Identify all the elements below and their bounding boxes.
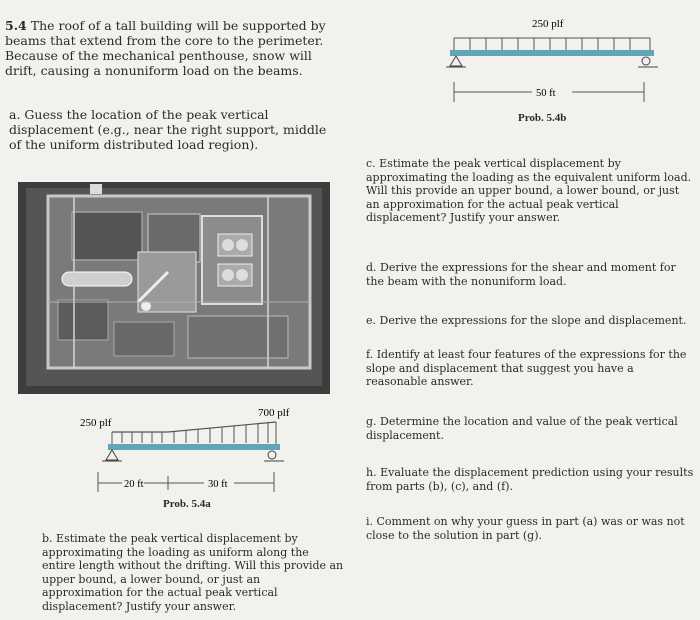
fig-a-dim-right: 30 ft xyxy=(208,479,228,490)
fig-a-beam xyxy=(108,444,280,450)
part-g-text: Determine the location and value of the peak vertical displacement. xyxy=(366,415,678,442)
part-d-text: Derive the expressions for the shear and moment for the beam with the nonuniform load. xyxy=(366,261,676,288)
part-h xyxy=(366,466,694,493)
part-b-label: b. xyxy=(42,532,53,545)
part-e-text: Derive the expressions for the slope and displacement. xyxy=(379,314,687,327)
fig-b-span: 50 ft xyxy=(536,88,556,99)
part-i-label: i. xyxy=(366,515,374,528)
fig-a-pin-support xyxy=(106,450,118,460)
part-f-text: Identify at least four features of the expressions for the slope and displacement that suggest you have a reasonable answer. xyxy=(366,348,687,388)
problem-intro xyxy=(5,18,345,78)
fig-b-load-arrows xyxy=(454,38,650,50)
roof-aerial-photo xyxy=(18,182,330,394)
part-e-label: e. xyxy=(366,314,377,327)
part-c xyxy=(366,157,694,225)
part-i-text: Comment on why your guess in part (a) was or was not close to the solution in part (g). xyxy=(366,515,685,542)
part-g-label: g. xyxy=(366,415,377,428)
fig-b-caption: Prob. 5.4b xyxy=(518,112,567,124)
fig-a-load-envelope xyxy=(112,422,276,432)
fig-b-pin-support xyxy=(450,56,462,66)
fig-a-load-left: 250 plf xyxy=(80,417,112,429)
fig-a-dim-left: 20 ft xyxy=(124,479,144,490)
part-a-label: a. xyxy=(9,107,21,122)
part-i xyxy=(366,515,694,542)
fig-b-roller-support xyxy=(642,57,650,65)
part-d xyxy=(366,261,694,288)
fig-a-caption: Prob. 5.4a xyxy=(163,498,211,510)
part-h-label: h. xyxy=(366,466,377,479)
part-b-text: Estimate the peak vertical displacement by approximating the loading as uniform along the entire length without the drifting. Will this provide an upper bound, a lower bound, or just an approximation for the actual peak vertical displacement? Justify your answer. xyxy=(42,532,344,613)
part-c-text: Estimate the peak vertical displacement by approximating the loading as the equivalent uniform load. Will this provide an upper bound, a lower bound, or just an approximation for the actual peak vertical displacement? Justify your answer. xyxy=(366,157,692,224)
figure-5-4b xyxy=(440,10,665,105)
part-c-label: c. xyxy=(366,157,376,170)
part-d-label: d. xyxy=(366,261,377,274)
part-b xyxy=(42,532,344,613)
part-h-text: Evaluate the displacement prediction using your results from parts (b), (c), and (f). xyxy=(366,466,694,493)
fig-a-load-right: 700 plf xyxy=(258,407,290,419)
part-f-label: f. xyxy=(366,348,374,361)
fig-a-load-arrows xyxy=(122,423,268,443)
part-e xyxy=(366,314,694,328)
fig-b-load: 250 plf xyxy=(532,18,564,30)
fig-b-beam xyxy=(450,50,654,56)
part-a-text: Guess the location of the peak vertical displacement (e.g., near the right support, middle of the uniform distributed load region). xyxy=(9,107,327,152)
problem-intro-text: The roof of a tall building will be supported by beams that extend from the core to the perimeter. Because of the mechanical penthouse, snow will drift, causing a nonuniform load on the beams. xyxy=(5,18,326,78)
problem-number: 5.4 xyxy=(5,18,27,33)
part-a xyxy=(9,107,341,152)
part-g xyxy=(366,415,694,442)
fig-a-roller-support xyxy=(268,451,276,459)
part-f xyxy=(366,348,694,389)
